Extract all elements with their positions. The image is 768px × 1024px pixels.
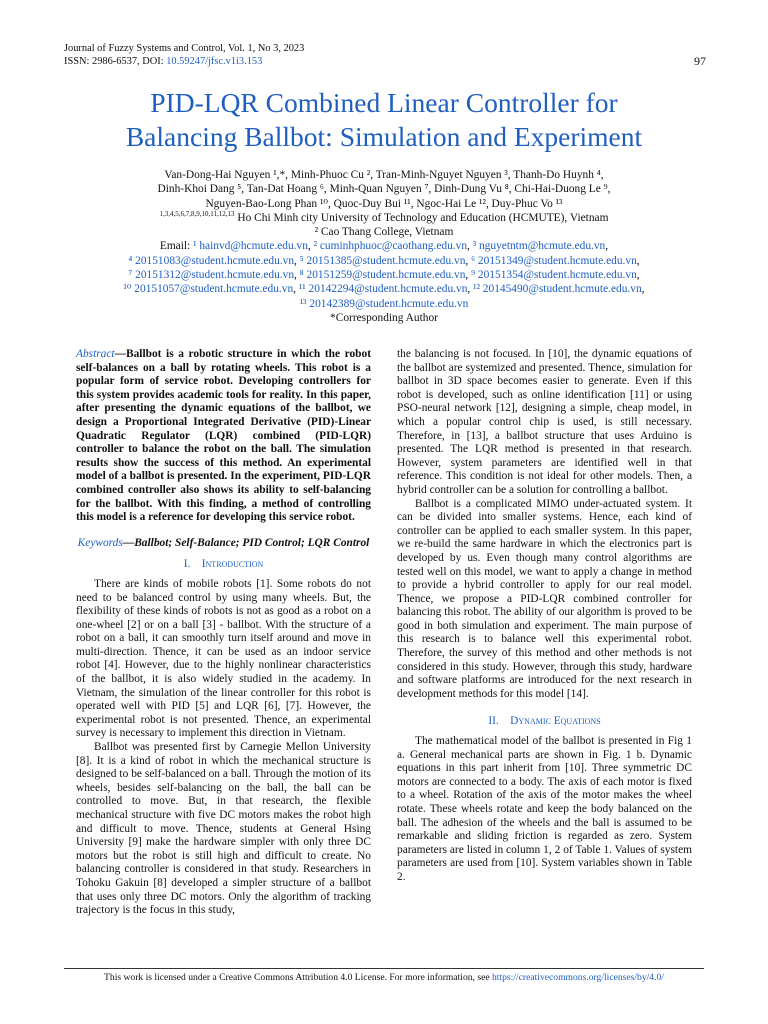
affiliation: $^{1,3,4,5,6,7,8,9,10,11,12,13}$ Ho Chi Minh city University of Technology and Education (HCMUTE), Vietnam (159, 210, 609, 224)
email-link[interactable]: ⁵ 20151385@student.hcmute.edu.vn (299, 254, 466, 267)
running-header (64, 42, 304, 68)
corresponding-author: *Corresponding Author (330, 311, 438, 324)
section-heading: I. Introduction (183, 558, 264, 571)
author-line: Nguyen-Bao-Long Phan ¹⁰, Quoc-Duy Bui ¹¹, Ngoc-Hai Le ¹², Duy-Phuc Vo ¹³ (205, 197, 563, 210)
paragraph: The mathematical model of the ballbot is presented in Fig 1 a. General mechanical parts are shown in Fig. 1 b. Dynamic equations in this part inherit from [10]. Three symmetric DC motors are connected to a body. The axis of each motor is fixed to a wheel. Rotation of the axis of the motor makes the wheel rotate. These wheels rotate and keep the body balanced on the ball. The adhesion of the wheels and the ball is assumed to be remarkable and sliding friction is regarded as zero. System parameters are listed in column 1, 2 of Table 1. Values of system parameters are used from [10]. System variables shown in Table 2. (397, 735, 692, 883)
author-line: Van-Dong-Hai Nguyen ¹,*, Minh-Phuoc Cu ², Tran-Minh-Nguyet Nguyen ³, Thanh-Do Huynh ⁴, (164, 169, 604, 181)
email-line: ⁴ 20151083@student.hcmute.edu.vn, ⁵ 20151385@student.hcmute.edu.vn, ⁶ 20151349@student.hcmute.edu.vn, (128, 254, 640, 267)
email-link[interactable]: ³ nguyetntm@hcmute.edu.vn (472, 240, 606, 253)
footer-rule (64, 968, 704, 969)
email-link[interactable]: ⁴ 20151083@student.hcmute.edu.vn (128, 254, 295, 267)
doi-link[interactable]: 10.59247/jfsc.v1i3.153 (166, 56, 263, 67)
issn-doi-line: ISSN: 2986-6537, DOI: 10.59247/jfsc.v1i3.153 (64, 56, 263, 67)
keywords: Keywords—Ballbot; Self-Balance; PID Control; LQR Control (77, 536, 370, 549)
email-link[interactable]: ² cuminhphuoc@caothang.edu.vn (313, 240, 468, 253)
email-link[interactable]: ⁹ 20151354@student.hcmute.edu.vn (471, 269, 637, 282)
email-link[interactable]: ⁶ 20151349@student.hcmute.edu.vn (471, 254, 637, 267)
paragraph: There are kinds of mobile robots [1]. Some robots do not need to be balanced control by using many wheels. But, the flexibility of these kinds of robots is not as good as a robot on a one-wheel [2] or on a ball [3] - ballbot. With the structure of a robot on a ball, it can smoothly turn itself around and move in multi-direction. Thence, it can be used as an indoor service robot [4]. However, due to the highly nonlinear characteristics of the ballbot, it is also widely studied in the academy. In Vietnam, the simulation of the linear controller for this robot is operated well with PID [5] and LQR [6], [7]. However, the experimental robot is not presented. Thence, an experimental survey is necessary to implement this direction in Vietnam. (76, 577, 371, 740)
abstract: Abstract—Ballbot is a robotic structure in which the robot self-balances on a ball by rotating wheels. This robot is a popular form of service robot. Developing controllers for this system provides academic tools for reality. In this paper, after presenting the dynamic equations of the ballbot, we design a Proportional Integrated Derivative (PID)-Linear Quadratic Regulator (LQR) combined (PID-LQR) controller to balance the robot on the ball. The simulation results show the success of this method. An experimental model of a ballbot is presented. In the experiment, PID-LQR combined controller also shows its ability to self-balancing for the ballbot. With this finding, a method of controlling this model is a reference for developing this service robot. (76, 348, 371, 524)
page-number: 97 (694, 54, 706, 68)
paper-title: PID-LQR Combined Linear Controller for Balancing Ballbot: Simulation and Experiment (125, 87, 643, 152)
paragraph: the balancing is not focused. In [10], the dynamic equations of the ballbot are systemized and presented. Thence, simulation for ballbot in 3D space becomes easier to generate. Even if this robot is developed, such as online identification [11] or using PSO-neural network [12], designing a simple, cheap model, in which a popular control chip is used, is still necessary. Therefore, in [13], a ballbot structure that uses Arduino is presented. The LQR method is presented in that research. However, system parameters are identified well in that reference. This condition is not ideal for other models. Then, a hybrid controller can be a solution for controlling a ballbot. (397, 348, 692, 496)
license-footer: This work is licensed under a Creative Commons Attribution 4.0 License. For more information, see https://creativecommons.org/licenses/by/4.0/ (104, 972, 664, 983)
affiliation: ² Cao Thang College, Vietnam (314, 226, 454, 239)
license-link[interactable]: https://creativecommons.org/licenses/by/4.0/ (492, 972, 664, 983)
email-link[interactable]: ¹³ 20142389@student.hcmute.edu.vn (299, 297, 469, 310)
email-line: ¹⁰ 20151057@student.hcmute.edu.vn, ¹¹ 20142294@student.hcmute.edu.vn, ¹² 20145490@student.hcmute.edu.vn, (123, 283, 645, 296)
keywords-label: Keywords (77, 536, 123, 549)
email-link[interactable]: ⁸ 20151259@student.hcmute.edu.vn (299, 269, 466, 282)
email-line: Email: ¹ hainvd@hcmute.edu.vn, ² cuminhphuoc@caothang.edu.vn, ³ nguyetntm@hcmute.edu.vn, (159, 240, 609, 253)
right-column (397, 348, 692, 885)
author-line: Dinh-Khoi Dang ⁵, Tan-Dat Hoang ⁶, Minh-Quan Nguyen ⁷, Dinh-Dung Vu ⁸, Chi-Hai-Duong Le ⁹, (157, 183, 611, 196)
email-link[interactable]: ¹⁰ 20151057@student.hcmute.edu.vn (123, 283, 294, 296)
author-block (60, 168, 708, 325)
paragraph: Ballbot is a complicated MIMO under-actuated system. It can be divided into smaller systems. Hence, each kind of controller can be applied to each smaller system. In this paper, we re-build the same hardware in which the electronics part is developed by us. Even though many control algorithms are tested well on this model, we want to apply a change in method to provide a hybrid controller to apply for our real model. Thence, we propose a PID-LQR combined controller for balancing this robot. The ability of our algorithm is proved to be good in both simulation and experiment. The main purpose of this research is to balance well this experimental robot. Therefore, the survey of this method and other methods is not considered in this study. However, through this study, hardware and software platforms are introduced for the next research in development methods for this model [14]. (397, 497, 692, 700)
email-line (60, 297, 708, 311)
paragraph: Ballbot was presented first by Carnegie Mellon University [8]. It is a kind of robot in which the mechanical structure is designed to be self-balanced on a ball. Through the motion of its wheels, besides self-balancing on the ball, the ball can be controlled to move. But, in that research, the flexible mechanical structure with five DC motors makes the robot high and difficult to move. Thence, students at General Hsing University [9] make the hardware simpler with only three DC motors but the robot is still high and difficult to create. No balancing controller is considered in that study. Researchers in Tohoku Gakuin [8] developed a simpler structure of a ballbot that uses only three DC motors. Only the algorithm of tracking trajectory is the focus in this study, (76, 741, 371, 917)
section-heading: II. Dynamic Equations (488, 715, 601, 728)
email-link[interactable]: ⁷ 20151312@student.hcmute.edu.vn (128, 269, 295, 282)
email-link[interactable]: ¹² 20145490@student.hcmute.edu.vn (473, 283, 642, 296)
journal-line: Journal of Fuzzy Systems and Control, Vol. 1, No 3, 2023 (64, 43, 305, 54)
abstract-label: Abstract (76, 348, 115, 360)
email-link[interactable]: ¹¹ 20142294@student.hcmute.edu.vn (298, 283, 468, 296)
email-line: ⁷ 20151312@student.hcmute.edu.vn, ⁸ 20151259@student.hcmute.edu.vn, ⁹ 20151354@student.hcmute.edu.vn, (128, 269, 640, 282)
left-column (76, 348, 371, 918)
email-link[interactable]: ¹ hainvd@hcmute.edu.vn (193, 240, 308, 253)
